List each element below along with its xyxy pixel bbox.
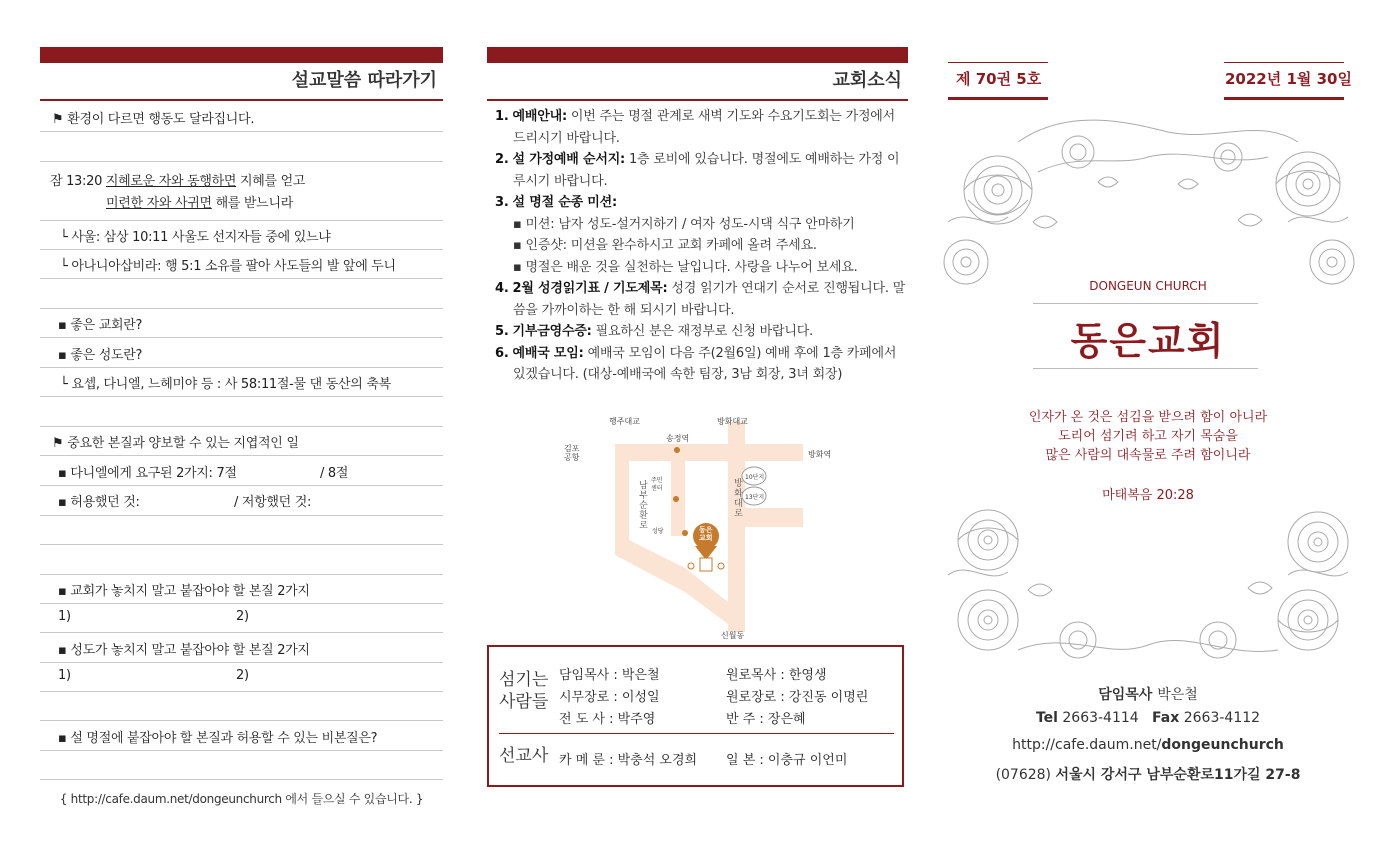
ruled-line — [40, 455, 443, 456]
map-label-complex10: 10단지 — [745, 474, 765, 481]
header-rule — [1224, 97, 1344, 100]
cover-panel — [928, 0, 1368, 849]
map-label-complex13: 13단지 — [745, 494, 765, 501]
scripture-verse: 인자가 온 것은 섬김을 받으려 함이 아니라 도리어 섬기려 하고 자기 목숨을 많은 사람의 대속물로 주려 함이니라 — [1028, 410, 1268, 463]
ruled-line — [40, 161, 443, 162]
ruled-line — [40, 426, 443, 427]
top-bar — [40, 47, 443, 63]
sermon-point: ⚑ 환경이 다르면 행동도 달라집니다. — [52, 112, 255, 127]
news-item: 4. 2월 성경읽기표 / 기도제목: 성경 읽기가 연대기 순서로 진행됩니다. 말씀을 가까이하는 한 해 되시기 바랍니다. — [495, 281, 906, 318]
ruled-line — [40, 337, 443, 338]
sermon-audio-note: { http://cafe.daum.net/dongeunchurch 에서 들으실 수 있습니다. } — [59, 792, 424, 806]
news-item: 5. 기부금영수증: 필요하신 분은 재정부로 신청 바랍니다. — [495, 324, 814, 339]
header-rule — [948, 97, 1048, 100]
rose-decoration-bottom — [928, 480, 1368, 670]
church-news-panel — [487, 0, 908, 849]
flag-icon: ⚑ — [52, 112, 64, 127]
question-line: ▪ 성도가 놓치지 말고 붙잡아야 할 본질 2가지 — [58, 643, 310, 658]
question-line: ▪ 허용했던 것: — [58, 495, 140, 510]
cafe-link[interactable]: http://cafe.daum.net/dongeunchurch — [70, 792, 282, 806]
ruled-line — [40, 691, 443, 692]
church-website-link[interactable]: http://cafe.daum.net/dongeunchurch — [1012, 737, 1284, 753]
answer-blank: 1) — [58, 668, 71, 683]
ruled-line — [40, 662, 443, 663]
header-rule — [1224, 62, 1344, 63]
answer-blank: 1) — [58, 609, 71, 624]
church-name-rule — [1033, 303, 1258, 304]
sermon-section-title: 설교말씀 따라가기 — [291, 70, 437, 91]
question-line: ▪ 좋은 성도란? — [58, 348, 143, 363]
staff-entry: 담임목사 : 박은철 — [559, 668, 660, 683]
church-name-english: DONGEUN CHURCH — [1089, 279, 1207, 293]
sermon-line: └ 사울: 삼상 10:11 사울도 선지자들 중에 있느냐 — [60, 230, 331, 245]
map-label-banghwa-road: 방화대로 — [732, 478, 742, 518]
ruled-line — [40, 131, 443, 132]
mission-item: ▪ 인증샷: 미션을 완수하시고 교회 카페에 올려 주세요. — [513, 238, 817, 253]
map-label-sinwol: 신월동 — [721, 631, 745, 640]
missionary-entry: 카 메 룬 : 박충석 오경희 — [559, 753, 698, 768]
news-list — [495, 106, 908, 386]
news-item: 1. 예배안내: 이번 주는 명절 관계로 새벽 기도와 수요기도회는 가정에서 드리시기 바랍니다. — [495, 109, 896, 146]
sermon-notes-panel — [40, 0, 443, 849]
map-label-nambu: 남부순환로 — [637, 480, 647, 530]
question-line: ▪ 좋은 교회란? — [58, 318, 143, 333]
map-label-banghwa-bridge: 방화대교 — [717, 417, 748, 426]
ruled-line — [40, 720, 443, 721]
sermon-line: └ 아나니아삽비라: 행 5:1 소유를 팔아 사도들의 발 앞에 두니 — [60, 259, 396, 274]
ruled-line — [40, 278, 443, 279]
staff-entry: 시무장로 : 이성일 — [559, 690, 660, 705]
flag-icon: ⚑ — [52, 436, 64, 451]
header-rule — [948, 62, 1048, 63]
staff-entry: 원로장로 : 강진동 이명린 — [726, 690, 869, 705]
missionary-entry: 일 본 : 이충규 이언미 — [726, 753, 848, 768]
map-label-songjeong: 송정역 — [666, 434, 690, 443]
map-label-banghwa-station: 방화역 — [808, 450, 832, 459]
location-map — [555, 410, 845, 642]
missionary-heading: 선교사 — [499, 746, 549, 766]
answer-blank: 2) — [236, 609, 249, 624]
ruled-line — [40, 515, 443, 516]
map-label-church: 동은 교회 — [699, 526, 713, 542]
ruled-line — [40, 249, 443, 250]
issue-number: 제 70권 5호 — [956, 70, 1042, 88]
answer-blank: 2) — [236, 668, 249, 683]
ruled-line — [40, 544, 443, 545]
question-line: ▪ 설 명절에 붙잡아야 할 본질과 허용할 수 있는 비본질은? — [58, 731, 378, 746]
ruled-line — [40, 603, 443, 604]
staff-separator — [499, 733, 894, 734]
ruled-line — [40, 632, 443, 633]
ruled-line — [40, 750, 443, 751]
staff-box — [487, 645, 904, 787]
map-label-center: 주민 센터 — [651, 477, 663, 492]
church-address: (07628) 서울시 강서구 남부순환로11가길 27-8 — [995, 767, 1301, 783]
church-name: 동은교회 — [1070, 319, 1226, 363]
mission-item: ▪ 명절은 배운 것을 실천하는 날입니다. 사랑을 나누어 보세요. — [513, 259, 858, 275]
rose-decoration-top — [928, 112, 1368, 302]
staff-entry: 원로목사 : 한영생 — [726, 668, 827, 683]
question-line: / 저항했던 것: — [234, 495, 312, 510]
ruled-line — [40, 367, 443, 368]
ruled-line — [40, 308, 443, 309]
news-item: 6. 예배국 모임: 예배국 모임이 다음 주(2월6일) 예배 후에 1층 카페에서 있겠습니다. (대상-예배국에 속한 팀장, 3남 회장, 3녀 회장) — [495, 345, 897, 382]
map-label-gimpo: 김포 공항 — [564, 444, 580, 462]
ruled-line — [40, 574, 443, 575]
church-name-rule — [1033, 368, 1258, 369]
ruled-line — [40, 779, 443, 780]
sermon-line: └ 요셉, 다니엘, 느헤미야 등 : 사 58:11절-물 댄 동산의 축복 — [60, 377, 391, 392]
ruled-line — [40, 396, 443, 397]
question-line: / 8절 — [320, 466, 349, 481]
scripture-line: 잠 13:20 지혜로운 자와 동행하면 지혜를 얻고 — [50, 174, 306, 189]
ruled-line — [40, 485, 443, 486]
title-rule — [487, 99, 908, 101]
staff-heading: 섬기는 사람들 — [499, 670, 549, 712]
pastor-info: 담임목사 박은철 — [1098, 687, 1198, 703]
map-label-haengju: 행주대교 — [609, 417, 640, 426]
map-label-cathedral: 성당 — [652, 528, 664, 535]
sermon-point: ⚑ 중요한 본질과 양보할 수 있는 지엽적인 일 — [52, 436, 299, 451]
news-item: 2. 설 가정예배 순서지: 1층 로비에 있습니다. 명절에도 예배하는 가정 이루시기 바랍니다. — [495, 152, 900, 189]
mission-item: ▪ 미션: 남자 성도-설거지하기 / 여자 성도-시댁 식구 안마하기 — [513, 216, 855, 232]
top-bar — [487, 47, 908, 63]
contact-phone: Tel 2663-4114 Fax 2663-4112 — [1035, 710, 1261, 726]
scripture-reference: 마태복음 20:28 — [1102, 488, 1194, 503]
issue-date: 2022년 1월 30일 — [1225, 70, 1352, 88]
news-section-title: 교회소식 — [832, 70, 902, 91]
title-rule — [40, 99, 443, 101]
question-line: ▪ 다니엘에게 요구된 2가지: 7절 — [58, 466, 237, 481]
news-item: 3. 설 명절 순종 미션: — [495, 195, 618, 210]
staff-entry: 전 도 사 : 박주영 — [559, 712, 656, 727]
ruled-line — [40, 220, 443, 221]
scripture-line: 미련한 자와 사귀면 해를 받느니라 — [106, 196, 293, 211]
question-line: ▪ 교회가 놓치지 말고 붙잡아야 할 본질 2가지 — [58, 584, 310, 599]
staff-entry: 반 주 : 장은혜 — [726, 712, 806, 727]
